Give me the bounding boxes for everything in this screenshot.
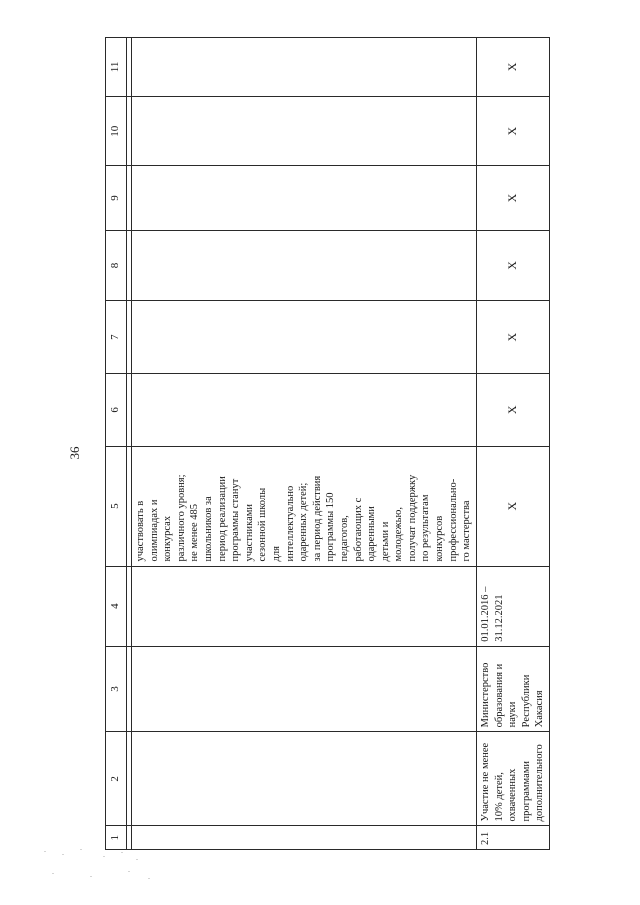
- col-header-10: 10: [106, 96, 127, 166]
- cell-continued-2: [132, 732, 477, 826]
- result-line: получат поддержку: [406, 474, 418, 562]
- indicator-line: Участие не менее: [480, 742, 491, 822]
- result-line: молодежью,: [393, 507, 405, 562]
- cell-x-10: Х: [477, 96, 550, 166]
- cell-continued-7: [132, 301, 477, 374]
- result-line: не менее 485: [189, 503, 201, 562]
- indicator-line: охваченных: [507, 768, 519, 822]
- result-line: одаренными: [366, 506, 378, 562]
- period-line: 31.12.2021: [493, 594, 505, 642]
- page-number: 36: [67, 446, 82, 460]
- col-header-8: 8: [106, 230, 127, 301]
- column-number-row: [106, 38, 127, 850]
- cell-continued-8: [132, 230, 477, 301]
- cell-continued-3: [132, 646, 477, 732]
- result-line: интеллектуально: [284, 485, 296, 562]
- result-line: профессионально-: [447, 478, 459, 562]
- result-line: работающих с: [352, 497, 364, 562]
- result-line: для: [270, 546, 282, 562]
- responsible-line: Хакасия: [534, 690, 546, 728]
- col-header-2: 2: [106, 732, 127, 826]
- cell-x-6: Х: [477, 373, 550, 446]
- col-header-11: 11: [106, 38, 127, 97]
- result-line: олимпиадах и: [148, 499, 160, 562]
- cell-continued-5-results: [132, 446, 477, 566]
- cell-responsible: [477, 646, 550, 732]
- responsible-line: науки: [507, 701, 519, 728]
- result-line: программы станут: [230, 478, 242, 562]
- result-line: по результатам: [420, 494, 432, 562]
- cell-continued-1: [132, 826, 477, 850]
- result-line: различного уровня;: [175, 474, 187, 562]
- continued-row: [132, 38, 477, 850]
- result-line: конкурсах: [162, 515, 174, 562]
- responsible-line: Министерство: [480, 662, 491, 728]
- cell-x-5: Х: [477, 446, 550, 566]
- indicator-line: 10% детей,: [493, 772, 505, 822]
- col-header-9: 9: [106, 166, 127, 230]
- result-line: го мастерства: [461, 500, 473, 562]
- cell-x-11: Х: [477, 38, 550, 97]
- result-line: период реализации: [216, 476, 228, 562]
- col-header-1: 1: [106, 826, 127, 850]
- result-line: детьми и: [379, 521, 391, 562]
- row-number: 2.1: [477, 826, 550, 850]
- result-line: одаренных детей;: [298, 482, 310, 562]
- responsible-line: образования и: [493, 663, 505, 728]
- col-header-7: 7: [106, 301, 127, 374]
- indicator-line: дополнительного: [534, 744, 546, 822]
- cell-period: [477, 566, 550, 646]
- cell-continued-6: [132, 373, 477, 446]
- result-line: участниками: [243, 503, 255, 562]
- result-line: педагогов,: [338, 515, 350, 562]
- result-line: за период действия: [311, 475, 323, 562]
- result-line: программы 150: [325, 492, 337, 562]
- result-line: школьников за: [202, 496, 214, 562]
- cell-x-7: Х: [477, 301, 550, 374]
- col-header-3: 3: [106, 646, 127, 732]
- cell-x-9: Х: [477, 166, 550, 230]
- responsible-line: Республики: [520, 674, 532, 728]
- indicator-line: программами: [520, 760, 532, 822]
- program-table: [105, 37, 550, 850]
- cell-indicator-name: [477, 732, 550, 826]
- rotated-table-page: [105, 37, 546, 850]
- col-header-5: 5: [106, 446, 127, 566]
- result-line: конкурсов: [434, 515, 446, 562]
- result-line: участвовать в: [135, 500, 146, 562]
- cell-x-8: Х: [477, 230, 550, 301]
- period-line: 01.01.2016 –: [480, 586, 491, 642]
- cell-continued-9: [132, 166, 477, 230]
- table-row-2-1: [477, 38, 550, 850]
- cell-continued-10: [132, 96, 477, 166]
- result-line: сезонной школы: [257, 487, 269, 562]
- cell-continued-11: [132, 38, 477, 97]
- scan-noise: [40, 845, 160, 885]
- cell-continued-4: [132, 566, 477, 646]
- col-header-6: 6: [106, 373, 127, 446]
- col-header-4: 4: [106, 566, 127, 646]
